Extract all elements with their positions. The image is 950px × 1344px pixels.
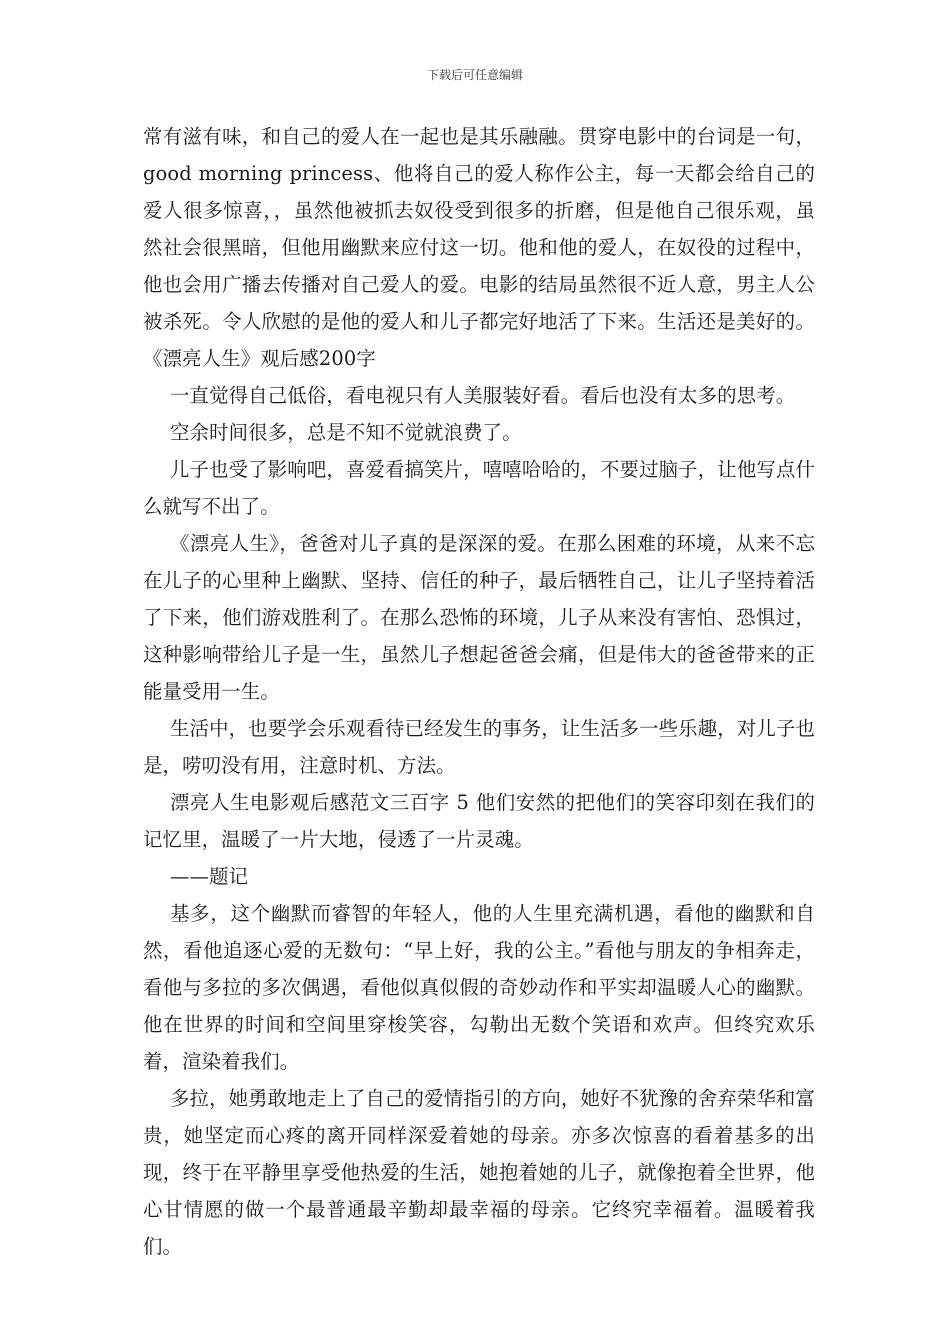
page-header: 下载后可任意编辑: [426, 68, 523, 82]
document-body: [143, 118, 815, 1265]
paragraph: 儿子也受了影响吧，喜爱看搞笑片，嘻嘻哈哈的，不要过脑子，让他写点什么就写不出了。: [143, 458, 815, 518]
paragraph: 常有滋有味，和自己的爱人在一起也是其乐融融。贯穿电影中的台词是一句，good morning princess、他将自己的爱人称作公主，每一天都会给自己的爱人很多惊喜，，虽然他被抓去奴役受到很多的折磨，但是他自己很乐观，虽然社会很黑暗，但他用幽默来应付这一切。他和他的爱人，在奴役的过程中，他也会用广播去传播对自己爱人的爱。电影的结局虽然很不近人意，男主人公被杀死。令人欣慰的是他的爱人和儿子都完好地活了下来。生活还是美好的。《漂亮人生》观后感200字: [143, 125, 815, 370]
paragraph: 多拉，她勇敢地走上了自己的爱情指引的方向，她好不犹豫的舍弃荣华和富贵，她坚定而心疼的离开同样深爱着她的母亲。亦多次惊喜的看着基多的出现，终于在平静里享受他热爱的生活，她抱着她的儿子，就像抱着全世界，他心甘情愿的做一个最普通最辛勤却最幸福的母亲。它终究幸福着。温暖着我们。: [143, 1087, 815, 1258]
paragraph: 漂亮人生电影观后感范文三百字 5 他们安然的把他们的笑容印刻在我们的记忆里，温暖了一片大地，侵透了一片灵魂。: [143, 791, 815, 851]
epigraph: ——题记: [170, 865, 249, 888]
paragraph: 《漂亮人生》，爸爸对儿子真的是深深的爱。在那么困难的环境，从来不忘在儿子的心里种上幽默、坚持、信任的种子，最后牺牲自己，让儿子坚持着活了下来，他们游戏胜利了。在那么恐怖的环境，儿子从来没有害怕、恐惧过，这种影响带给儿子是一生，虽然儿子想起爸爸会痛，但是伟大的爸爸带来的正能量受用一生。: [143, 532, 815, 703]
paragraph: 生活中，也要学会乐观看待已经发生的事务，让生活多一些乐趣，对儿子也是，唠叨没有用，注意时机、方法。: [143, 717, 815, 777]
paragraph: 基多，这个幽默而睿智的年轻人，他的人生里充满机遇，看他的幽默和自然，看他追逐心爱的无数句：“早上好，我的公主。”看他与朋友的争相奔走，看他与多拉的多次偶遇，看他似真似假的奇妙动作和平实却温暖人心的幽默。他在世界的时间和空间里穿梭笑容，勾勒出无数个笑语和欢声。但终究欢乐着，渲染着我们。: [143, 902, 815, 1073]
paragraph: 一直觉得自己低俗，看电视只有人美服装好看。看后也没有太多的思考。: [170, 384, 796, 407]
paragraph: 空余时间很多，总是不知不觉就浪费了。: [170, 421, 522, 444]
